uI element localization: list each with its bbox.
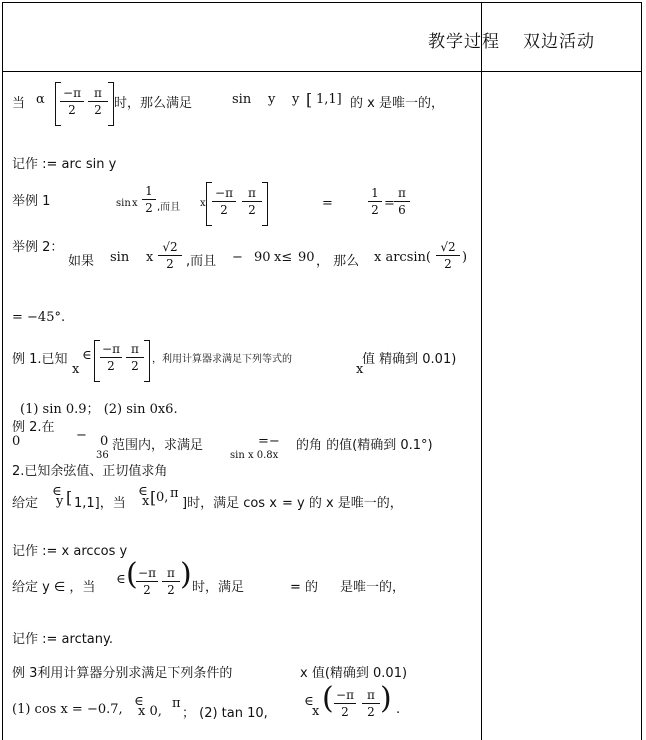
- section-2: 2.已知余弦值、正切值求角: [12, 464, 168, 479]
- e3-paren-left: (: [322, 681, 334, 716]
- e3-label: 例 3利用计算器分别求满足下列条件的: [12, 666, 233, 681]
- e2-angle: 的角 的值(精确到 0.1°): [296, 438, 433, 453]
- text-l1a: 当: [12, 96, 26, 111]
- e1-bracket-right: [144, 340, 150, 382]
- t1-frac-pi-2: π 2: [162, 566, 180, 597]
- ex2-then: ， 那么: [316, 254, 360, 269]
- ex2-label: 举例 2：: [12, 240, 64, 255]
- t1-given: 给定 y ∈ ，当: [12, 580, 96, 595]
- e3-q2: ； (2) tan 10,: [182, 706, 268, 721]
- t2: 记作 := arctany.: [12, 632, 113, 647]
- t1-frac-neg-pi-2: −π 2: [136, 566, 158, 597]
- t1-of: = 的: [290, 580, 319, 595]
- ex1-x: x: [132, 198, 138, 209]
- e1-label: 例 1.已知: [12, 352, 68, 367]
- c1-unique: = y 的 x 是唯一的，: [282, 496, 403, 511]
- ex1-x2: x: [200, 198, 206, 209]
- e1-questions: (1) sin 0.9； (2) sin 0x6.: [20, 402, 178, 417]
- c1-given: 给定: [12, 496, 39, 511]
- c1-in2: ∈: [138, 484, 148, 499]
- ex1-label: 举例 1: [12, 194, 51, 209]
- ex2-x: x: [146, 250, 154, 265]
- ex2-sin: sin: [110, 250, 130, 265]
- ex2-and: ,而且: [186, 254, 217, 269]
- c1-bracket2: [: [150, 488, 157, 507]
- header-teaching-process: 教学过程: [428, 32, 500, 52]
- ex2-frac-sqrt2-2: √2 2: [158, 240, 182, 271]
- e3-pi: π: [172, 696, 181, 711]
- ex1-eq: =: [322, 196, 333, 211]
- t1-paren-left: (: [126, 557, 138, 592]
- c1-x: x: [142, 494, 150, 509]
- ex1-frac-1-2b: 1 2: [368, 186, 382, 217]
- e1-frac-pi-2: π 2: [126, 342, 144, 373]
- e3-paren-right: ): [380, 681, 392, 716]
- text-l1f: 1,1]: [316, 92, 342, 107]
- ex1-eq2: =: [384, 196, 395, 211]
- header-bilateral-activity: 双边活动: [523, 32, 595, 52]
- c1-in: ∈: [52, 484, 62, 499]
- ex2-if: 如果: [68, 254, 95, 269]
- text-l1d: y: [268, 92, 276, 107]
- text-l1-y: y: [292, 92, 300, 107]
- c1-0: 0,: [156, 490, 169, 505]
- text-l1g: 的 x 是唯一的，: [350, 96, 444, 111]
- c2: 记作 := x arccos y: [12, 544, 128, 559]
- column-divider: [481, 3, 482, 740]
- e1-in: ∈: [82, 348, 92, 363]
- e3-frac-pi-2: π 2: [362, 688, 380, 719]
- e2-eq: =−: [258, 434, 280, 449]
- ex1-and: ,而且: [157, 202, 181, 213]
- e2-0a: 0: [12, 434, 21, 449]
- e1-x: x: [72, 362, 80, 377]
- ex2-90a: 90: [254, 250, 271, 265]
- c1-bracket: [: [66, 488, 73, 507]
- ex1-sin: sin: [116, 198, 131, 209]
- ex2-close: ): [462, 250, 468, 265]
- e1-x2: x: [356, 362, 364, 377]
- text-l1b: 时，那么满足: [114, 96, 193, 111]
- ex1-frac-pi-6: π 6: [394, 186, 410, 217]
- c1-cos: ]时，满足 cos x: [182, 496, 277, 511]
- e3-in2: ∈: [304, 694, 314, 709]
- ex2-xle: x≤: [274, 250, 293, 265]
- ex2-90b: 90: [298, 250, 315, 265]
- e3-period: .: [396, 702, 401, 717]
- e3-frac-neg-pi-2: −π 2: [334, 688, 356, 719]
- ex1-frac-1-2: 1 2: [142, 184, 156, 215]
- ex2-frac-sqrt2-2b: √2 2: [436, 240, 460, 271]
- e2-label: 例 2.在: [12, 420, 55, 435]
- ex1-frac-neg-pi-2: −π 2: [212, 186, 236, 217]
- ex2-minus: −: [232, 250, 243, 265]
- e1-value: 值 精确到 0.01): [362, 352, 457, 367]
- e3-value: x 值(精确到 0.01): [300, 666, 408, 681]
- t1-when: 时，满足: [192, 580, 245, 595]
- e2-36: 36: [96, 450, 109, 461]
- e3-x: x: [312, 704, 320, 719]
- text-l1e: [: [306, 90, 313, 109]
- frac-neg-pi-2: −π 2: [60, 86, 84, 117]
- text-l2: 记作 := arc sin y: [12, 157, 117, 172]
- t1-in: ∈: [116, 572, 126, 587]
- c1-when: 1,1]，当: [74, 496, 126, 511]
- e2-sinx: sin x 0.8x: [230, 450, 279, 461]
- text-l1c: sin: [232, 92, 252, 107]
- ex2-result: = −45°.: [12, 310, 66, 325]
- ex1-frac-pi-2: π 2: [242, 186, 262, 217]
- frac-pi-2: π 2: [88, 86, 108, 117]
- t1-paren-right: ): [180, 557, 192, 592]
- e2-0b: 0: [100, 434, 109, 449]
- c1-y: y: [56, 494, 64, 509]
- e3-x0: x 0,: [138, 704, 162, 719]
- e2-dash: −: [76, 428, 87, 443]
- ex2-arcsin: x arcsin(: [374, 250, 431, 265]
- e3-in: ∈: [134, 694, 144, 709]
- c1-pi: π: [170, 486, 179, 501]
- t1-unique: 是唯一的，: [340, 580, 406, 595]
- header-divider: [3, 71, 641, 72]
- e1-text: ，利用计算器求满足下列等式的: [152, 354, 292, 365]
- e2-range: 范围内，求满足: [112, 438, 204, 453]
- e3-q1: (1) cos x = −0.7,: [12, 702, 123, 717]
- e1-frac-neg-pi-2: −π 2: [100, 342, 122, 373]
- ex1-bracket-right: [262, 182, 268, 226]
- alpha-x: α: [36, 92, 45, 107]
